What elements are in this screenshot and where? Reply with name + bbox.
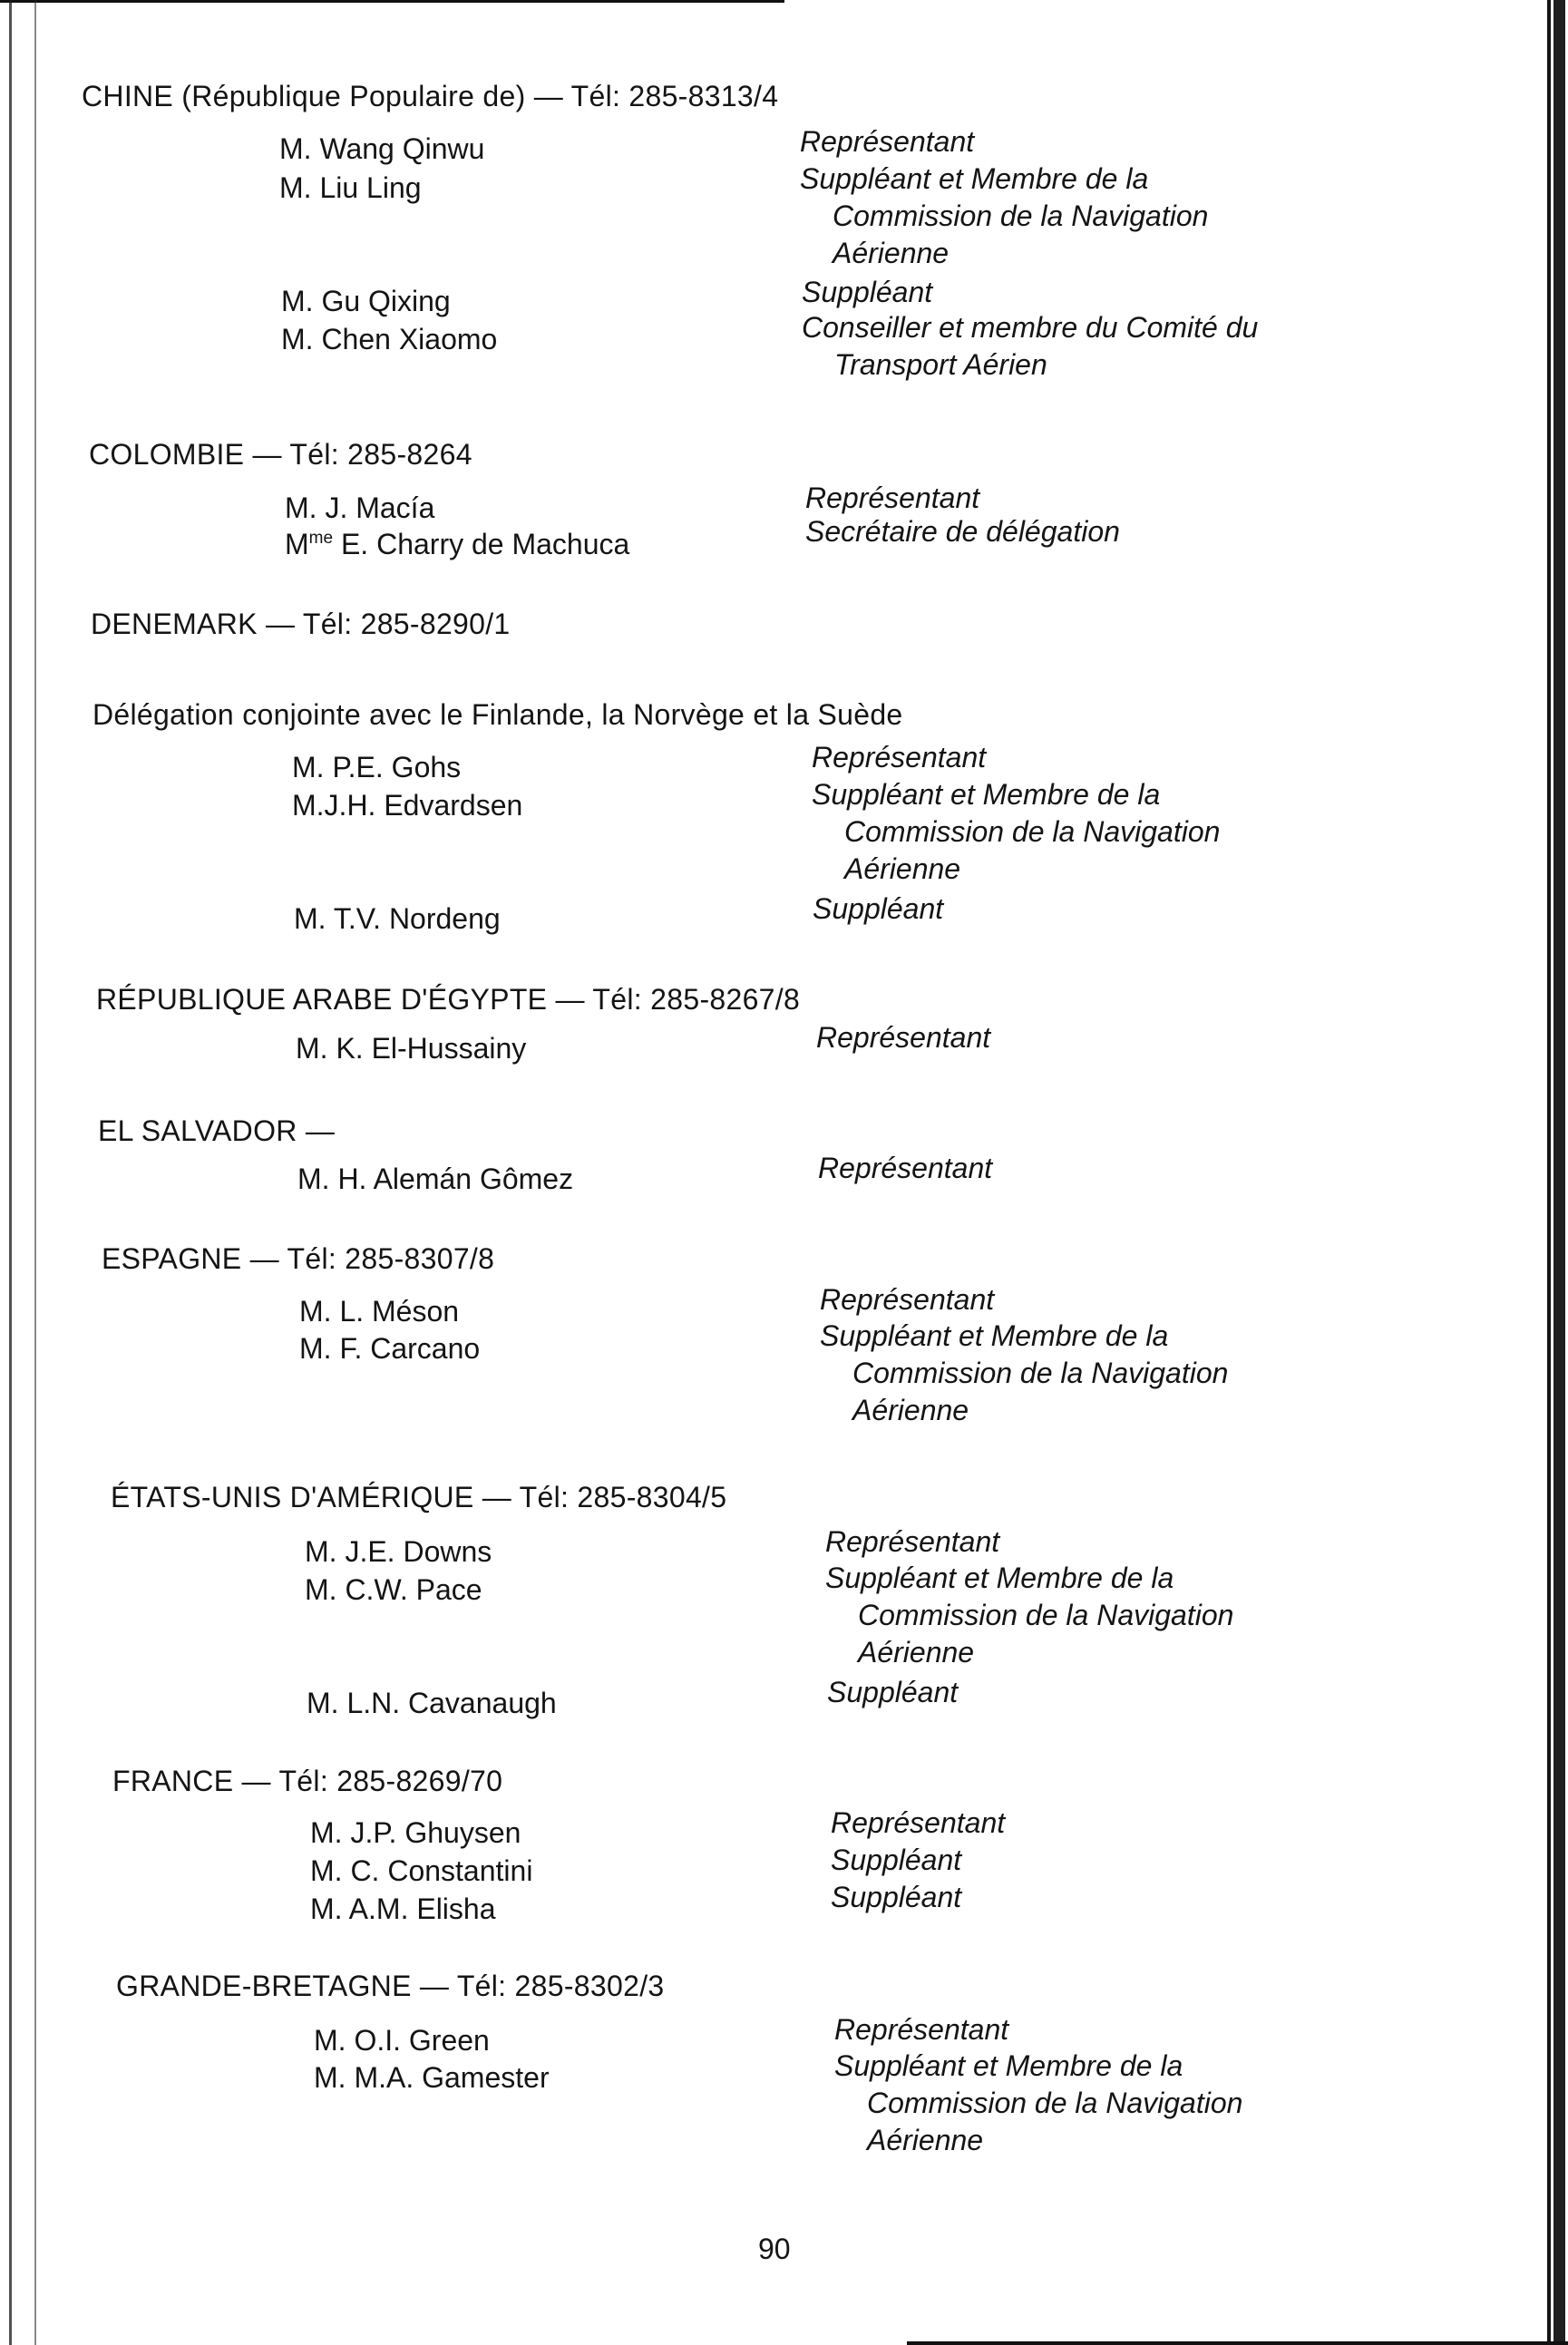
role-line: Suppléant et Membre de la xyxy=(820,1319,1169,1352)
country-header: CHINE (République Populaire de) — Tél: 285-8313/4 xyxy=(82,80,779,112)
member-role xyxy=(813,890,1447,928)
member-role xyxy=(831,1805,1466,1842)
role-line: Représentant xyxy=(800,125,975,158)
scan-edge-bottom xyxy=(907,2341,1568,2345)
member-role xyxy=(827,1674,1462,1711)
role-line: Aérienne xyxy=(833,237,950,269)
role-line: Aérienne xyxy=(844,852,961,885)
member-role xyxy=(802,274,1437,311)
member-name: M. Liu Ling xyxy=(279,171,422,204)
member-name: M. A.M. Elisha xyxy=(310,1893,496,1925)
country-header: ÉTATS-UNIS D'AMÉRIQUE — Tél: 285-8304/5 xyxy=(111,1481,727,1513)
role-line: Suppléant xyxy=(802,276,933,308)
role-line: Représentant xyxy=(816,1021,991,1054)
role-line: Représentant xyxy=(831,1806,1006,1839)
role-line: Représentant xyxy=(805,482,980,514)
member-name: M. M.A. Gamester xyxy=(314,2061,550,2094)
member-name: M. Wang Qinwu xyxy=(279,132,485,165)
country-header: EL SALVADOR — xyxy=(98,1114,336,1147)
role-line: Commission de la Navigation xyxy=(844,815,1221,848)
role-line: Suppléant et Membre de la xyxy=(834,2049,1183,2082)
member-role xyxy=(812,739,1446,776)
member-name: M. Chen Xiaomo xyxy=(281,323,498,355)
member-name: M. L.N. Cavanaugh xyxy=(307,1687,557,1719)
role-line: Secrétaire de délégation xyxy=(805,515,1120,548)
country-header: RÉPUBLIQUE ARABE D'ÉGYPTE — Tél: 285-8267/8 xyxy=(96,983,801,1016)
role-line: Représentant xyxy=(818,1152,993,1184)
member-role xyxy=(816,1019,1451,1056)
member-name: M. Gu Qixing xyxy=(281,285,451,317)
member-role xyxy=(825,1523,1460,1561)
role-line: Transport Aérien xyxy=(834,348,1047,381)
role-line: Suppléant xyxy=(831,1844,962,1876)
member-name: M. O.I. Green xyxy=(314,2024,490,2057)
member-name: M. L. Méson xyxy=(299,1295,460,1328)
delegation-note: Délégation conjointe avec le Finlande, la Norvège et la Suède xyxy=(93,698,903,731)
member-name: M.J.H. Edvardsen xyxy=(292,789,523,822)
member-role xyxy=(818,1150,1453,1187)
role-line: Représentant xyxy=(834,2013,1009,2046)
member-role xyxy=(820,1318,1455,1429)
member-role xyxy=(820,1281,1455,1318)
member-name: M. F. Carcano xyxy=(299,1332,481,1365)
role-line: Représentant xyxy=(820,1283,995,1316)
member-name: M. H. Alemán Gômez xyxy=(297,1163,574,1195)
role-line: Aérienne xyxy=(867,2124,984,2156)
role-line: Commission de la Navigation xyxy=(858,1599,1234,1631)
member-role xyxy=(800,161,1435,272)
role-line: Suppléant xyxy=(831,1881,962,1913)
member-name: M. J.P. Ghuysen xyxy=(310,1816,521,1849)
member-name: M. K. El-Hussainy xyxy=(296,1032,527,1065)
role-line: Commission de la Navigation xyxy=(852,1357,1229,1389)
name-prefix: M xyxy=(285,528,309,560)
member-role xyxy=(834,2048,1469,2159)
name-superscript: me xyxy=(308,529,334,548)
member-name: M. C.W. Pace xyxy=(305,1573,482,1606)
role-line: Commission de la Navigation xyxy=(867,2087,1243,2119)
member-name: M. J.E. Downs xyxy=(305,1535,492,1568)
role-line: Suppléant et Membre de la xyxy=(812,778,1161,811)
page-number: 90 xyxy=(758,2233,791,2265)
name-rest: E. Charry de Machuca xyxy=(333,528,630,560)
country-header: GRANDE-BRETAGNE — Tél: 285-8302/3 xyxy=(116,1970,665,2002)
member-role xyxy=(831,1842,1466,1879)
country-header: COLOMBIE — Tél: 285-8264 xyxy=(89,438,472,471)
role-line: Représentant xyxy=(812,741,987,774)
role-line: Suppléant xyxy=(827,1676,959,1708)
member-name: M. P.E. Gohs xyxy=(292,751,462,783)
country-header: ESPAGNE — Tél: 285-8307/8 xyxy=(102,1242,495,1275)
member-role xyxy=(834,2011,1469,2048)
member-name: M. C. Constantini xyxy=(310,1854,533,1887)
country-header: FRANCE — Tél: 285-8269/70 xyxy=(112,1765,503,1797)
role-line: Conseiller et membre du Comité du xyxy=(802,311,1259,344)
member-role xyxy=(802,309,1437,384)
member-role xyxy=(805,480,1440,517)
member-role xyxy=(800,123,1435,161)
role-line: Suppléant xyxy=(813,892,944,925)
role-line: Aérienne xyxy=(858,1636,975,1669)
member-name: M. T.V. Nordeng xyxy=(294,902,501,935)
role-line: Commission de la Navigation xyxy=(833,199,1209,232)
role-line: Suppléant et Membre de la xyxy=(825,1562,1174,1594)
scan-edge-left-inner xyxy=(34,0,36,2345)
member-role xyxy=(805,513,1440,550)
country-header: DENEMARK — Tél: 285-8290/1 xyxy=(91,608,511,640)
role-line: Aérienne xyxy=(852,1394,969,1426)
scan-edge-right xyxy=(1544,0,1565,2345)
member-role xyxy=(825,1560,1460,1671)
member-name xyxy=(285,528,629,561)
role-line: Représentant xyxy=(825,1525,1000,1558)
member-role xyxy=(812,776,1446,888)
role-line: Suppléant et Membre de la xyxy=(800,162,1149,195)
scan-edge-left xyxy=(9,0,12,2345)
member-name: M. J. Macía xyxy=(285,491,435,524)
member-role xyxy=(831,1879,1466,1916)
scan-edge-top xyxy=(0,0,784,3)
